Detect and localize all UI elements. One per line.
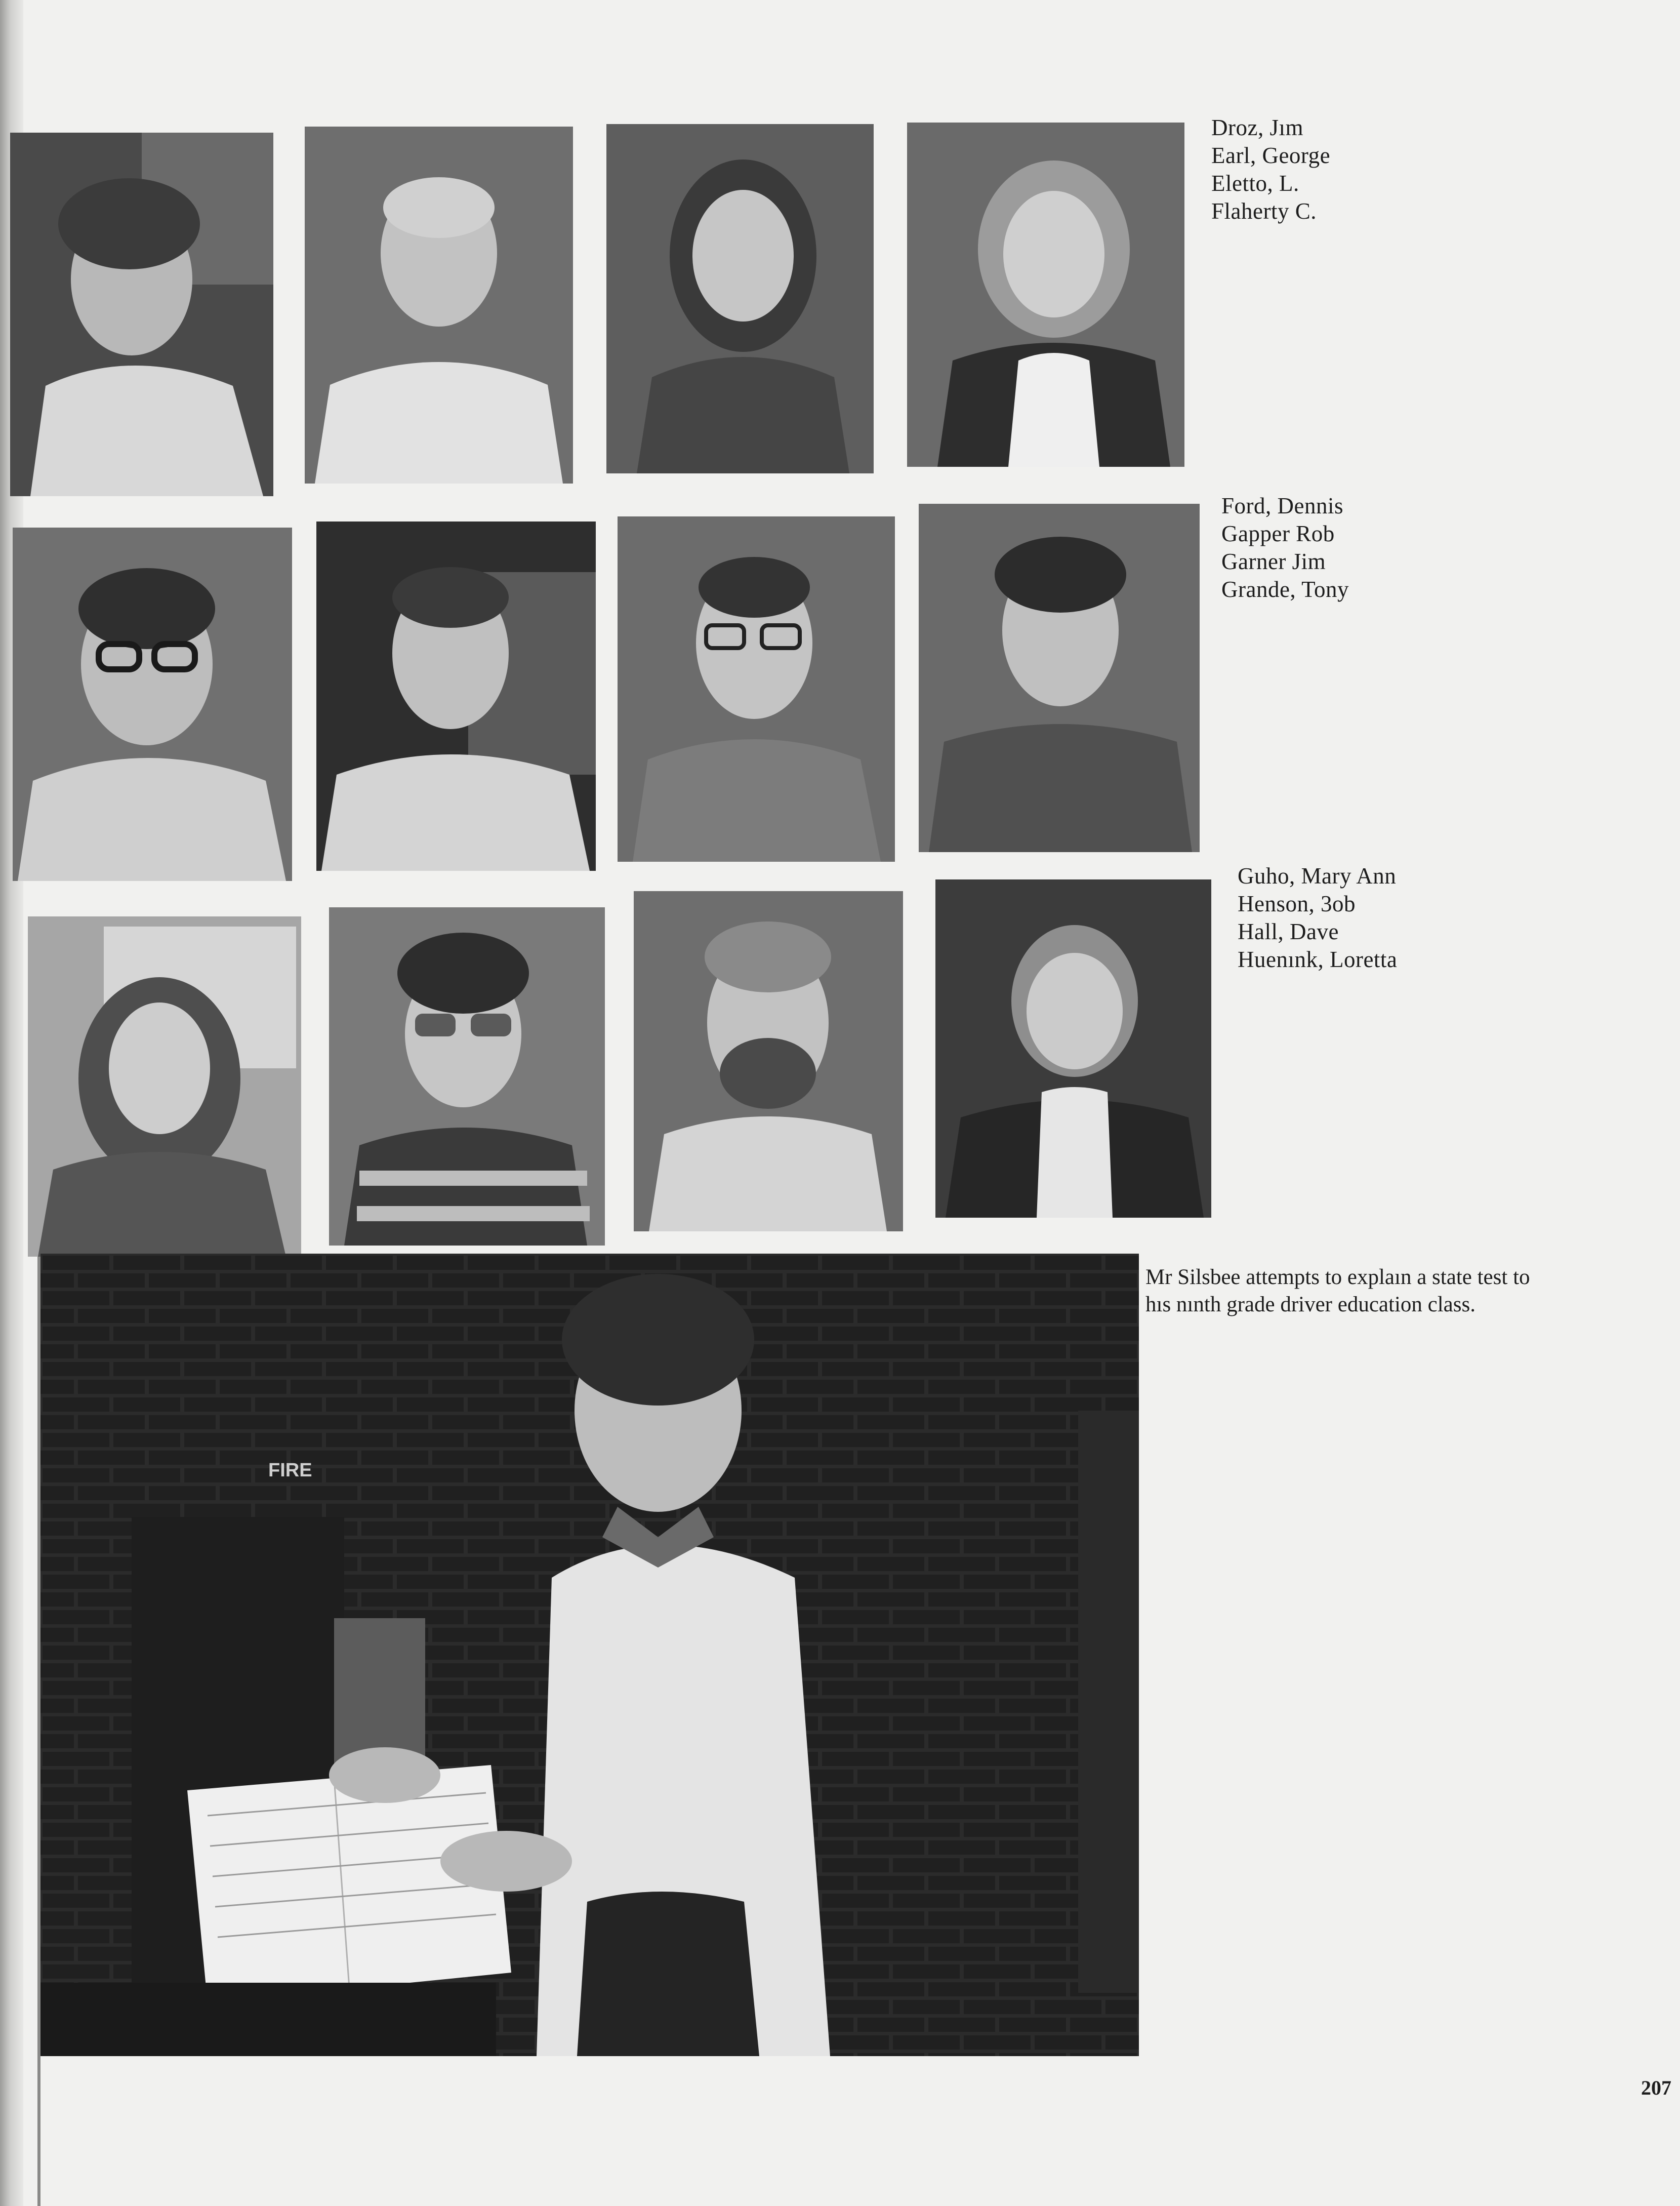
name-entry: Hall, Dave	[1238, 919, 1339, 944]
portrait-earl	[305, 127, 573, 484]
portrait-henson	[329, 907, 605, 1246]
fire-alarm-sign: FIRE	[268, 1460, 312, 1481]
name-entry: Eletto, L.	[1211, 171, 1299, 196]
name-entry: Earl, George	[1211, 143, 1331, 168]
portrait-ford	[13, 528, 292, 881]
name-entry: Huenınk, Loretta	[1238, 947, 1398, 972]
portrait-flaherty	[907, 123, 1184, 467]
name-entry: Henson, 3ob	[1238, 891, 1356, 916]
portrait-gapper	[316, 522, 596, 871]
portrait-hall	[634, 891, 903, 1231]
name-entry: Flaherty C.	[1211, 198, 1317, 224]
portrait-guho	[28, 916, 301, 1257]
portrait-eletto	[606, 124, 874, 473]
portrait-droz	[10, 133, 273, 496]
page-number: 207	[1641, 2076, 1671, 2099]
name-entry: Gapper Rob	[1221, 521, 1335, 546]
names-row-1	[1211, 114, 1330, 225]
name-entry: Garner Jim	[1221, 549, 1326, 574]
portrait-huenink	[935, 879, 1211, 1218]
names-row-3	[1238, 862, 1397, 974]
photo-caption: Mr Silsbee attempts to explaın a state test to hıs nınth grade driver education class.	[1145, 1265, 1530, 1316]
name-entry: Droz, Jım	[1211, 115, 1303, 140]
portrait-garner	[618, 516, 895, 862]
name-entry: Grande, Tony	[1221, 577, 1349, 602]
names-row-2	[1221, 492, 1349, 604]
classroom-photo	[40, 1254, 1139, 2056]
name-entry: Ford, Dennis	[1221, 493, 1343, 518]
portrait-grande	[919, 504, 1200, 852]
name-entry: Guho, Mary Ann	[1238, 863, 1397, 889]
